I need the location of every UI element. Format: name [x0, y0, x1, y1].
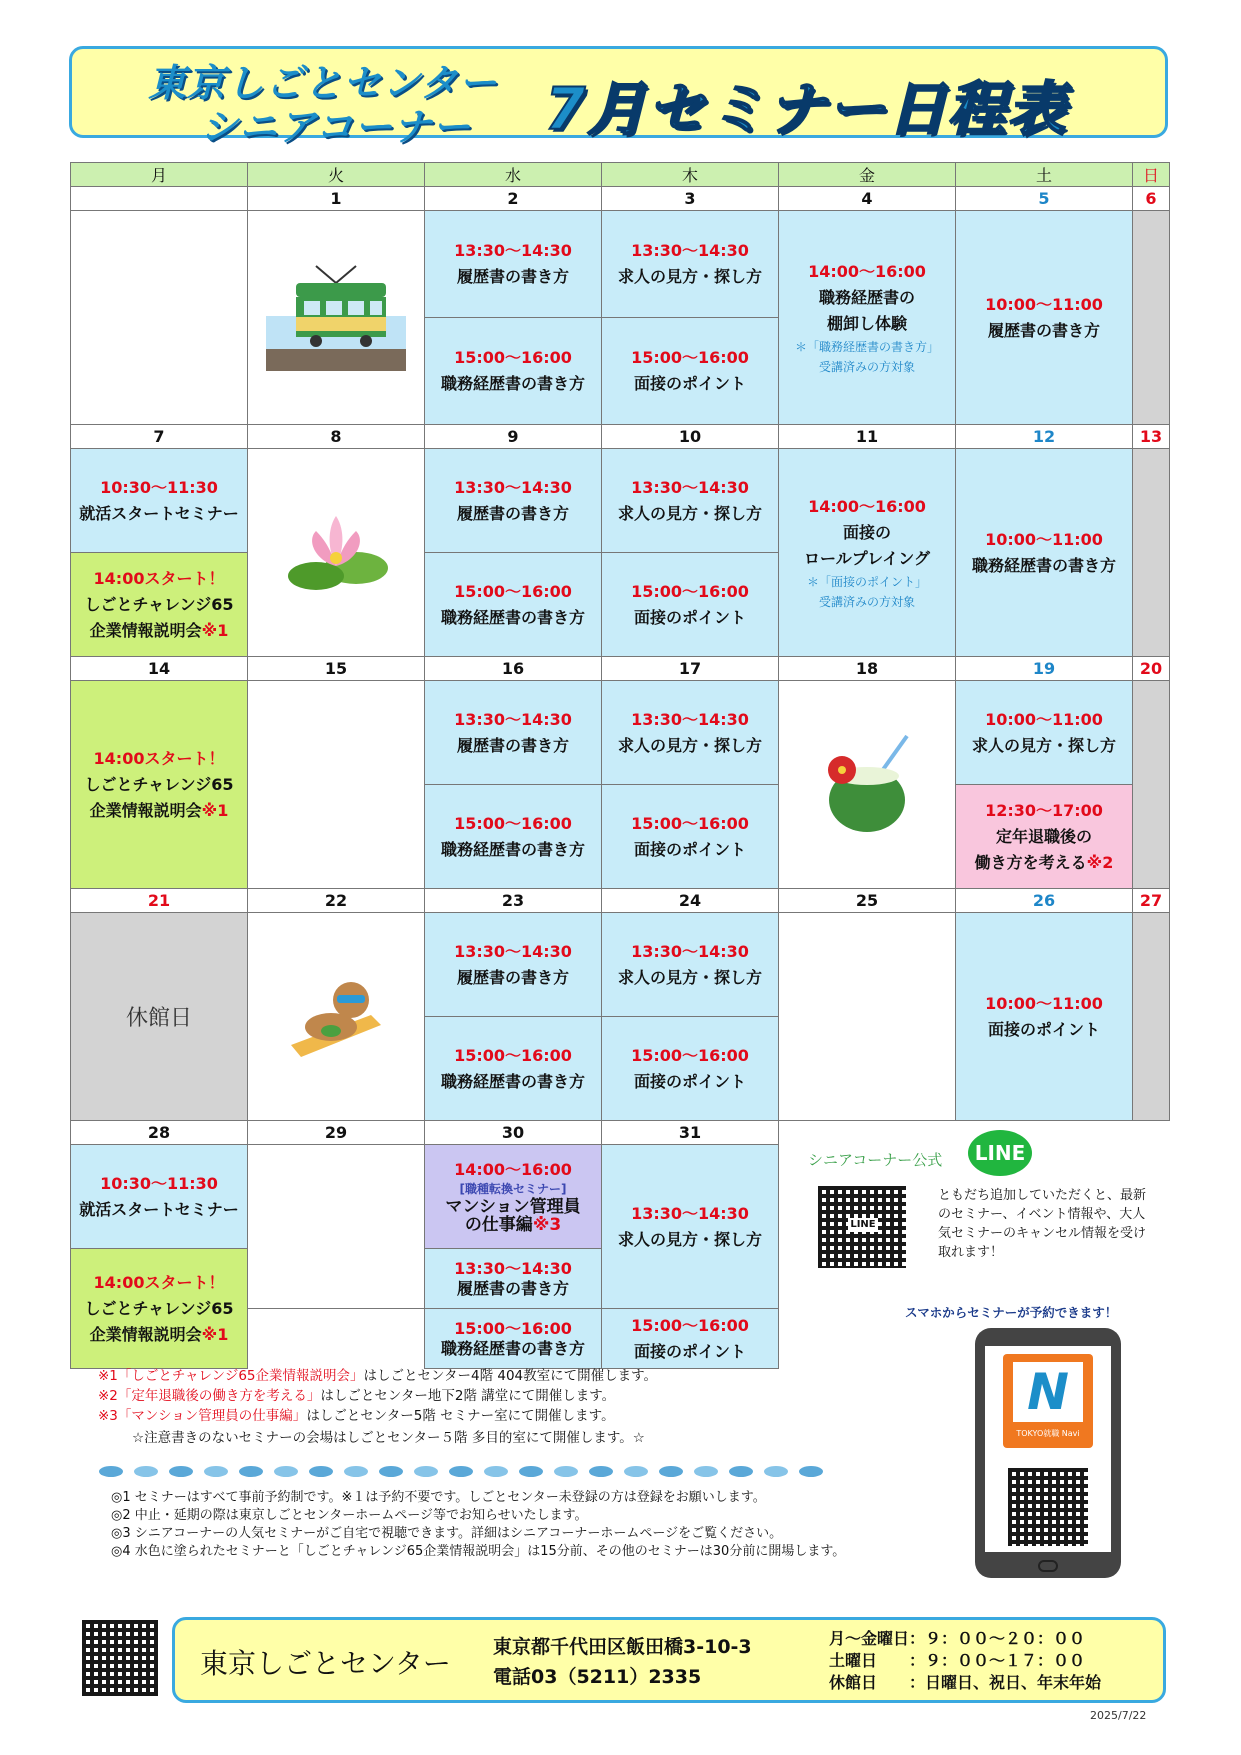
date-18: 18: [779, 657, 956, 681]
note-mark: ※3: [532, 1214, 562, 1235]
seminar-time: 10:00～11:00: [985, 294, 1103, 314]
seminar-time: 13:30～14:30: [454, 1258, 572, 1278]
seminar-cell[interactable]: [956, 449, 1133, 657]
date-31: 31: [602, 1121, 779, 1145]
qr-line-label: LINE: [848, 1218, 878, 1232]
seminar-title: 求人の見方・探し方: [617, 735, 762, 755]
seminar-time: 15:00～16:00: [631, 1315, 749, 1335]
seminar-title: 面接の: [842, 522, 891, 542]
date-3: 3: [602, 187, 779, 211]
general-note-4: ◎4 水色に塗られたセミナーと「しごとチャレンジ65企業情報説明会」は15分前、その他のセミナーは30分前に開場します。: [111, 1544, 846, 1559]
note-mark: ※2: [1086, 852, 1114, 872]
seminar-title: 職務経歴書の: [818, 287, 915, 307]
seminar-title-text: 企業情報説明会: [89, 800, 202, 820]
note-mark: ※1: [201, 1324, 229, 1344]
weekday-mon: 月: [71, 163, 248, 187]
seminar-cell[interactable]: [602, 318, 779, 425]
seminar-title: マンション管理員: [445, 1196, 581, 1217]
smartphone-icon: [975, 1328, 1121, 1578]
date-16: 16: [425, 657, 602, 681]
line-label: シニアコーナー公式: [808, 1151, 943, 1169]
seminar-title: しごとチャレンジ65: [84, 774, 234, 794]
weekday-thu: 木: [602, 163, 779, 187]
sunday-cell: [1133, 913, 1170, 1121]
general-note-1: ◎1 セミナーはすべて事前予約制です。※１は予約不要です。しごとセンター未登録の方は登録をお願いします。: [111, 1490, 766, 1505]
navi-app-label: TOKYO就職 Navi: [1016, 1429, 1080, 1438]
seminar-time: 13:30～14:30: [631, 941, 749, 961]
seminar-time: 15:00～16:00: [631, 813, 749, 833]
seminar-time: 10:00～11:00: [985, 993, 1103, 1013]
seminar-title: 面接のポイント: [633, 607, 746, 627]
date-7: 7: [71, 425, 248, 449]
weekday-fri: 金: [779, 163, 956, 187]
seminar-title: 職務経歴書の書き方: [440, 374, 585, 393]
seminar-cell[interactable]: [956, 681, 1133, 785]
seminar-time: 10:30～11:30: [100, 1173, 218, 1193]
seminar-cell[interactable]: [71, 553, 248, 657]
seminar-time: 10:30～11:30: [100, 477, 218, 497]
seminar-cell[interactable]: [602, 211, 779, 318]
date-26: 26: [956, 889, 1133, 913]
note-mark: ※1: [98, 1368, 118, 1384]
seminar-title: 求人の見方・探し方: [971, 735, 1116, 755]
coconut-drink-illustration: [812, 728, 922, 838]
date-30: 30: [425, 1121, 602, 1145]
seminar-note: 受講済みの方対象: [818, 359, 915, 374]
seminar-cell[interactable]: [602, 1017, 779, 1121]
seminar-time: 13:30～14:30: [631, 477, 749, 497]
seminar-cell[interactable]: [779, 449, 956, 657]
closed-day-cell: 休館日: [71, 913, 248, 1121]
seminar-time: 13:30～14:30: [454, 709, 572, 729]
issue-date: 2025/7/22: [1090, 1709, 1147, 1722]
seminar-title: [956, 850, 1132, 876]
date-25: 25: [779, 889, 956, 913]
general-note-3: ◎3 シニアコーナーの人気セミナーがご自宅で視聴できます。詳細はシニアコーナーホームページをご覧ください。: [111, 1526, 783, 1541]
seminar-time: 14:00スタート！: [93, 748, 225, 768]
seminar-cell[interactable]: [71, 1145, 248, 1249]
navi-logo-mark: N: [1013, 1362, 1083, 1422]
venue-note: ☆注意書きのないセミナーの会場はしごとセンター５階 多目的室にて開催します。☆: [132, 1430, 645, 1446]
date-4: 4: [779, 187, 956, 211]
sunday-cell: [1133, 681, 1170, 889]
seminar-cell[interactable]: [602, 553, 779, 657]
note-mark: ※2: [98, 1388, 118, 1404]
seminar-note: ＊「職務経歴書の書き方」: [794, 339, 939, 354]
general-note-2: ◎2 中止・延期の際は東京しごとセンターホームページ等でお知らせいたします。: [111, 1508, 588, 1523]
illustration-cell: [248, 449, 425, 657]
date-20: 20: [1133, 657, 1170, 681]
seminar-title: 職務経歴書の書き方: [440, 839, 585, 859]
seminar-cell[interactable]: [425, 553, 602, 657]
date-15: 15: [248, 657, 425, 681]
empty-cell: [248, 681, 425, 889]
illustration-cell: [248, 211, 425, 425]
seminar-cell[interactable]: [425, 1249, 602, 1309]
seminar-cell[interactable]: [602, 1145, 779, 1309]
line-logo-icon[interactable]: LINE: [968, 1130, 1032, 1176]
page-title: 7月セミナー日程表: [545, 75, 1068, 143]
seminar-title: 履歴書の書き方: [456, 503, 569, 523]
hours-closed: 休館日 ：日曜日、祝日、年末年始: [829, 1673, 1102, 1692]
sunday-cell: [1133, 449, 1170, 657]
seminar-title: ロールプレイング: [804, 548, 930, 568]
date-1: 1: [248, 187, 425, 211]
seminar-time: 12:30～17:00: [985, 800, 1103, 820]
footer-address: 東京都千代田区飯田橋3-10-3: [493, 1636, 752, 1658]
date-24: 24: [602, 889, 779, 913]
date-13: 13: [1133, 425, 1170, 449]
note-text: はしごとセンター4階 404教室にて開催します。: [363, 1368, 658, 1384]
seminar-title: 就活スタートセミナー: [79, 503, 239, 523]
seminar-time: 15:00～16:00: [631, 581, 749, 601]
seminar-title: 履歴書の書き方: [456, 735, 569, 755]
fish-decoration-icon: [99, 1462, 834, 1481]
seminar-cell[interactable]: [602, 913, 779, 1017]
seminar-title: [71, 618, 247, 644]
seminar-title: 職務経歴書の書き方: [971, 555, 1116, 575]
date-27: 27: [1133, 889, 1170, 913]
seminar-title-text: 企業情報説明会: [89, 620, 202, 640]
seminar-title: [71, 1322, 247, 1348]
seminar-title: [425, 1216, 601, 1234]
hours-saturday: 土曜日 ：９：００～１７：００: [829, 1651, 1086, 1670]
seminar-time: 13:30～14:30: [631, 1203, 749, 1223]
date-10: 10: [602, 425, 779, 449]
seminar-time: 15:00～16:00: [454, 581, 572, 601]
date-12: 12: [956, 425, 1133, 449]
seminar-cell[interactable]: [602, 449, 779, 553]
note-mark: ※1: [201, 620, 229, 640]
empty-cell: [779, 913, 956, 1121]
date-2: 2: [425, 187, 602, 211]
note-title: 「マンション管理員の仕事編」: [117, 1408, 307, 1424]
hours-weekday: 月～金曜日：９：００～２０：００: [829, 1629, 1086, 1648]
seminar-cell[interactable]: [602, 785, 779, 889]
seminar-cell[interactable]: [425, 449, 602, 553]
seminar-title: 履歴書の書き方: [456, 967, 569, 987]
weekday-sat: 土: [956, 163, 1133, 187]
seminar-title: [71, 798, 247, 824]
seminar-tag: [職種転換セミナー]: [459, 1181, 567, 1196]
seminar-time: 10:00～11:00: [985, 529, 1103, 549]
blank: [1133, 1121, 1170, 1145]
seminar-time: 15:00～16:00: [454, 348, 572, 367]
note-title: 「定年退職後の働き方を考える」: [117, 1388, 321, 1404]
seminar-cell[interactable]: [425, 318, 602, 425]
note-3: [98, 1406, 615, 1426]
note-1: [98, 1366, 657, 1386]
date-17: 17: [602, 657, 779, 681]
date-blank: [71, 187, 248, 211]
seminar-time: 15:00～16:00: [631, 1045, 749, 1065]
navi-app-icon[interactable]: [1003, 1354, 1093, 1448]
weekday-sun: 日: [1133, 163, 1170, 187]
seminar-cell[interactable]: [71, 681, 248, 889]
footer-org-name: 東京しごとセンター: [200, 1647, 451, 1680]
seminar-time: 14:00～16:00: [808, 496, 926, 516]
seminar-title-text: 企業情報説明会: [89, 1324, 202, 1344]
lotus-illustration: [281, 506, 391, 596]
seminar-cell[interactable]: [71, 1249, 248, 1369]
date-28: 28: [71, 1121, 248, 1145]
seminar-cell[interactable]: [956, 913, 1133, 1121]
train-illustration: [266, 261, 406, 371]
seminar-title: しごとチャレンジ65: [84, 594, 234, 614]
general-notes: [111, 1489, 931, 1561]
seminar-time: 13:30～14:30: [454, 477, 572, 497]
date-19: 19: [956, 657, 1133, 681]
note-mark: ※1: [201, 800, 229, 820]
seminar-time: 14:00～16:00: [454, 1159, 572, 1179]
weekday-wed: 水: [425, 163, 602, 187]
blank: [779, 1121, 956, 1145]
date-6: 6: [1133, 187, 1170, 211]
seminar-title: 履歴書の書き方: [456, 1278, 569, 1298]
note-mark: ※3: [98, 1408, 118, 1424]
seminar-cell[interactable]: [425, 913, 602, 1017]
seminar-note: 受講済みの方対象: [818, 594, 915, 609]
home-button: [1038, 1560, 1058, 1572]
seminar-time: 10:00～11:00: [985, 709, 1103, 729]
note-text: はしごとセンター地下2階 講堂にて開催します。: [320, 1388, 616, 1404]
seminar-title: 棚卸し体験: [826, 313, 907, 333]
seminar-cell[interactable]: [425, 785, 602, 889]
org-logo-line2: シニアコーナー: [200, 105, 472, 149]
date-9: 9: [425, 425, 602, 449]
empty-cell: [248, 1145, 425, 1309]
seminar-time: 14:00スタート！: [93, 568, 225, 588]
seminar-cell[interactable]: [71, 449, 248, 553]
phone-caption: スマホからセミナーが予約できます！: [905, 1305, 1118, 1320]
seminar-cell[interactable]: [425, 1145, 602, 1249]
seminar-cell[interactable]: [425, 1309, 602, 1369]
seminar-title: 面接のポイント: [633, 1341, 746, 1361]
seminar-title: しごとチャレンジ65: [84, 1298, 234, 1318]
seminar-title: 職務経歴書の書き方: [440, 1338, 585, 1358]
date-5: 5: [956, 187, 1133, 211]
note-title: 「しごとチャレンジ65企業情報説明会」: [117, 1368, 364, 1384]
seminar-time: 15:00～16:00: [454, 1318, 572, 1338]
note-2: [98, 1386, 615, 1406]
empty-cell: [71, 211, 248, 425]
seminar-title: 就活スタートセミナー: [79, 1199, 239, 1219]
seminar-title: 定年退職後の: [995, 826, 1092, 846]
seminar-time: 14:00スタート！: [93, 1272, 225, 1292]
date-29: 29: [248, 1121, 425, 1145]
seminar-cell[interactable]: [602, 681, 779, 785]
seminar-title: 履歴書の書き方: [987, 320, 1100, 340]
seminar-title: 面接のポイント: [987, 1019, 1100, 1039]
seminar-title: 職務経歴書の書き方: [440, 1071, 585, 1091]
seminar-note: ＊「面接のポイント」: [806, 574, 927, 589]
illustration-cell: [779, 681, 956, 889]
date-11: 11: [779, 425, 956, 449]
seminar-time: 15:00～16:00: [631, 348, 749, 367]
org-logo-line1: 東京しごとセンター: [148, 61, 498, 105]
line-description: ともだち追加していただくと、最新のセミナー、イベント情報や、大人気セミナーのキャンセル情報を受け取れます！: [938, 1188, 1147, 1260]
seminar-cell[interactable]: [956, 785, 1133, 889]
seminar-title: 求人の見方・探し方: [617, 1229, 762, 1249]
date-23: 23: [425, 889, 602, 913]
seminar-cell[interactable]: [425, 1017, 602, 1121]
date-22: 22: [248, 889, 425, 913]
seminar-cell[interactable]: [425, 681, 602, 785]
seminar-title: 面接のポイント: [633, 374, 746, 393]
seminar-time: 13:30～14:30: [454, 241, 572, 260]
seminar-title: 求人の見方・探し方: [617, 967, 762, 987]
seminar-title-text: 働き方を考える: [974, 852, 1087, 872]
seminar-title: 職務経歴書の書き方: [440, 607, 585, 627]
weekday-tue: 火: [248, 163, 425, 187]
seminar-time: 13:30～14:30: [631, 709, 749, 729]
seminar-title-text: の仕事編: [464, 1214, 533, 1235]
seminar-time: 13:30～14:30: [454, 941, 572, 961]
sunday-cell: [1133, 211, 1170, 425]
seminar-cell[interactable]: [602, 1309, 779, 1369]
seminar-cell[interactable]: [425, 211, 602, 318]
seminar-title: 求人の見方・探し方: [617, 503, 762, 523]
seminar-title: 面接のポイント: [633, 839, 746, 859]
date-21: 21: [71, 889, 248, 913]
qr-code-icon[interactable]: [82, 1620, 158, 1696]
seminar-time: 15:00～16:00: [454, 1045, 572, 1065]
seminar-title: 履歴書の書き方: [456, 267, 569, 286]
seminar-time: 13:30～14:30: [631, 241, 749, 260]
seminar-time: 14:00～16:00: [808, 261, 926, 281]
illustration-cell: [248, 913, 425, 1121]
note-text: はしごとセンター5階 セミナー室にて開催します。: [306, 1408, 615, 1424]
date-14: 14: [71, 657, 248, 681]
footer-hours: [829, 1628, 1101, 1694]
seminar-time: 15:00～16:00: [454, 813, 572, 833]
seminar-title: 面接のポイント: [633, 1071, 746, 1091]
qr-code-icon[interactable]: [1008, 1468, 1088, 1546]
date-8: 8: [248, 425, 425, 449]
footer-phone: 電話03（5211）2335: [493, 1666, 702, 1688]
seminar-title: 求人の見方・探し方: [617, 267, 762, 286]
bear-sunbathing-illustration: [281, 965, 391, 1065]
seminar-cell[interactable]: [779, 211, 956, 425]
weekday-header-row: [71, 163, 1170, 187]
seminar-cell[interactable]: [956, 211, 1133, 425]
